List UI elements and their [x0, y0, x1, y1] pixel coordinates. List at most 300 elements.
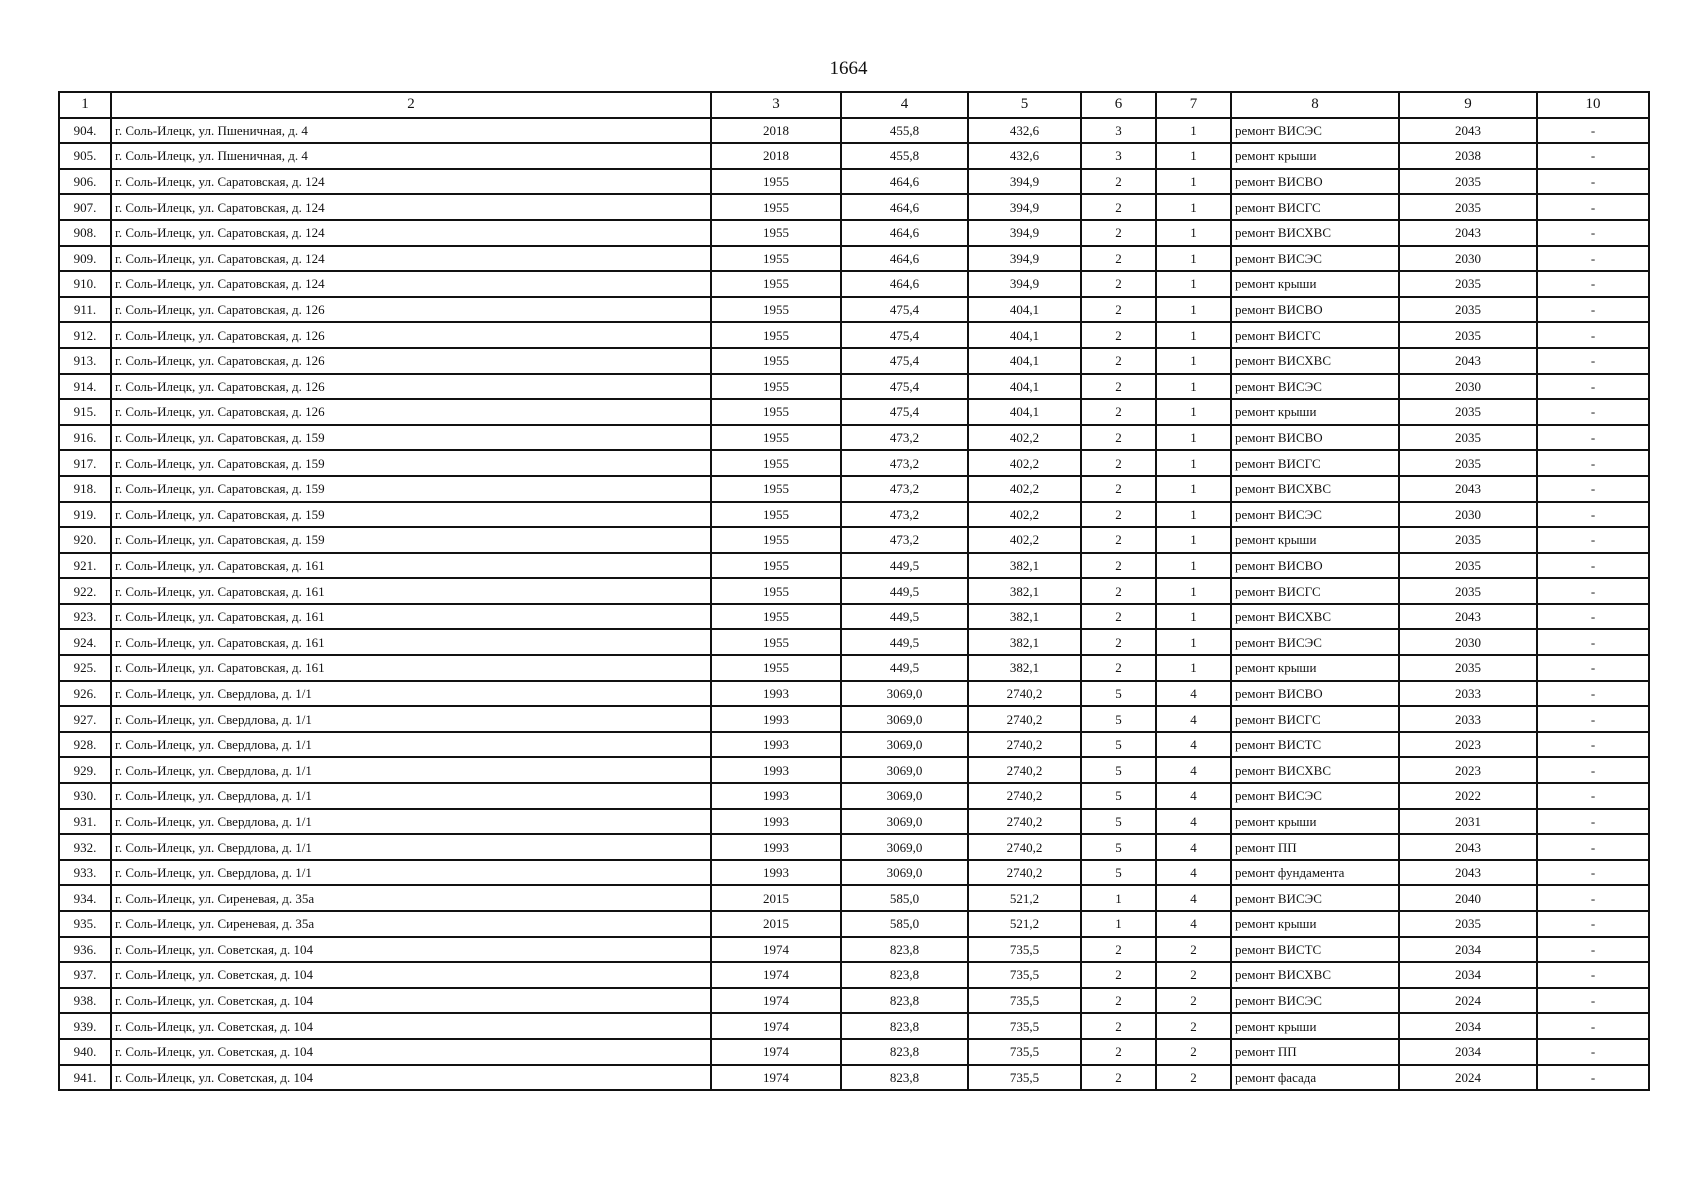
repair-type-cell: ремонт ВИСХВС	[1231, 348, 1399, 374]
total-area-cell: 823,8	[841, 1013, 968, 1039]
total-area-cell: 464,6	[841, 246, 968, 272]
total-area-cell: 455,8	[841, 143, 968, 169]
repair-type-cell: ремонт крыши	[1231, 399, 1399, 425]
note-cell: -	[1537, 348, 1649, 374]
living-area-cell: 521,2	[968, 885, 1081, 911]
floors-cell: 5	[1081, 860, 1156, 886]
column-header-10: 10	[1537, 92, 1649, 118]
address-cell: г. Соль-Илецк, ул. Советская, д. 104	[111, 1039, 711, 1065]
entrances-cell: 4	[1156, 732, 1231, 758]
repair-type-cell: ремонт ВИСЭС	[1231, 502, 1399, 528]
living-area-cell: 2740,2	[968, 834, 1081, 860]
build-year-cell: 1955	[711, 553, 841, 579]
planned-year-cell: 2043	[1399, 118, 1537, 144]
note-cell: -	[1537, 578, 1649, 604]
total-area-cell: 473,2	[841, 450, 968, 476]
total-area-cell: 449,5	[841, 553, 968, 579]
address-cell: г. Соль-Илецк, ул. Пшеничная, д. 4	[111, 143, 711, 169]
living-area-cell: 404,1	[968, 399, 1081, 425]
note-cell: -	[1537, 527, 1649, 553]
build-year-cell: 1974	[711, 1065, 841, 1091]
table-row	[59, 220, 1649, 246]
address-cell: г. Соль-Илецк, ул. Свердлова, д. 1/1	[111, 860, 711, 886]
floors-cell: 2	[1081, 271, 1156, 297]
note-cell: -	[1537, 885, 1649, 911]
row-number-cell: 911.	[59, 297, 111, 323]
table-row	[59, 911, 1649, 937]
address-cell: г. Соль-Илецк, ул. Сиреневая, д. 35а	[111, 885, 711, 911]
address-cell: г. Соль-Илецк, ул. Советская, д. 104	[111, 937, 711, 963]
column-header-5: 5	[968, 92, 1081, 118]
note-cell: -	[1537, 706, 1649, 732]
note-cell: -	[1537, 988, 1649, 1014]
row-number-cell: 915.	[59, 399, 111, 425]
build-year-cell: 1955	[711, 348, 841, 374]
address-cell: г. Соль-Илецк, ул. Советская, д. 104	[111, 962, 711, 988]
living-area-cell: 404,1	[968, 374, 1081, 400]
floors-cell: 2	[1081, 502, 1156, 528]
floors-cell: 5	[1081, 706, 1156, 732]
table-row	[59, 1039, 1649, 1065]
note-cell: -	[1537, 834, 1649, 860]
total-area-cell: 473,2	[841, 527, 968, 553]
note-cell: -	[1537, 962, 1649, 988]
table-row	[59, 271, 1649, 297]
floors-cell: 5	[1081, 834, 1156, 860]
table-header	[59, 92, 1649, 118]
address-cell: г. Соль-Илецк, ул. Саратовская, д. 159	[111, 450, 711, 476]
total-area-cell: 473,2	[841, 502, 968, 528]
floors-cell: 2	[1081, 169, 1156, 195]
row-number-cell: 930.	[59, 783, 111, 809]
row-number-cell: 927.	[59, 706, 111, 732]
build-year-cell: 2015	[711, 911, 841, 937]
planned-year-cell: 2035	[1399, 425, 1537, 451]
planned-year-cell: 2035	[1399, 297, 1537, 323]
total-area-cell: 3069,0	[841, 860, 968, 886]
entrances-cell: 4	[1156, 757, 1231, 783]
row-number-cell: 917.	[59, 450, 111, 476]
living-area-cell: 382,1	[968, 629, 1081, 655]
repair-type-cell: ремонт ВИСГС	[1231, 194, 1399, 220]
repair-type-cell: ремонт крыши	[1231, 911, 1399, 937]
build-year-cell: 1974	[711, 988, 841, 1014]
page-number: 1664	[829, 58, 868, 79]
build-year-cell: 1955	[711, 374, 841, 400]
address-cell: г. Соль-Илецк, ул. Саратовская, д. 124	[111, 169, 711, 195]
repair-type-cell: ремонт ВИСЭС	[1231, 246, 1399, 272]
address-cell: г. Соль-Илецк, ул. Саратовская, д. 124	[111, 220, 711, 246]
repair-type-cell: ремонт крыши	[1231, 1013, 1399, 1039]
address-cell: г. Соль-Илецк, ул. Саратовская, д. 161	[111, 578, 711, 604]
build-year-cell: 1993	[711, 681, 841, 707]
planned-year-cell: 2035	[1399, 553, 1537, 579]
total-area-cell: 449,5	[841, 655, 968, 681]
table-row	[59, 732, 1649, 758]
entrances-cell: 1	[1156, 118, 1231, 144]
build-year-cell: 1974	[711, 1039, 841, 1065]
total-area-cell: 585,0	[841, 911, 968, 937]
planned-year-cell: 2043	[1399, 220, 1537, 246]
build-year-cell: 2018	[711, 143, 841, 169]
total-area-cell: 449,5	[841, 604, 968, 630]
floors-cell: 2	[1081, 246, 1156, 272]
column-header-1: 1	[59, 92, 111, 118]
floors-cell: 3	[1081, 143, 1156, 169]
floors-cell: 2	[1081, 220, 1156, 246]
row-number-cell: 933.	[59, 860, 111, 886]
living-area-cell: 402,2	[968, 527, 1081, 553]
floors-cell: 2	[1081, 374, 1156, 400]
build-year-cell: 1955	[711, 450, 841, 476]
living-area-cell: 735,5	[968, 937, 1081, 963]
table-row	[59, 246, 1649, 272]
living-area-cell: 404,1	[968, 322, 1081, 348]
living-area-cell: 402,2	[968, 450, 1081, 476]
note-cell: -	[1537, 322, 1649, 348]
row-number-cell: 929.	[59, 757, 111, 783]
row-number-cell: 910.	[59, 271, 111, 297]
table-row	[59, 476, 1649, 502]
note-cell: -	[1537, 681, 1649, 707]
build-year-cell: 1974	[711, 1013, 841, 1039]
build-year-cell: 1955	[711, 527, 841, 553]
address-cell: г. Соль-Илецк, ул. Саратовская, д. 159	[111, 502, 711, 528]
build-year-cell: 1993	[711, 732, 841, 758]
living-area-cell: 735,5	[968, 1065, 1081, 1091]
entrances-cell: 1	[1156, 604, 1231, 630]
address-cell: г. Соль-Илецк, ул. Саратовская, д. 159	[111, 527, 711, 553]
living-area-cell: 735,5	[968, 1013, 1081, 1039]
living-area-cell: 382,1	[968, 655, 1081, 681]
total-area-cell: 464,6	[841, 169, 968, 195]
note-cell: -	[1537, 169, 1649, 195]
row-number-cell: 916.	[59, 425, 111, 451]
table-row	[59, 1013, 1649, 1039]
entrances-cell: 1	[1156, 246, 1231, 272]
build-year-cell: 1993	[711, 706, 841, 732]
planned-year-cell: 2034	[1399, 1039, 1537, 1065]
note-cell: -	[1537, 246, 1649, 272]
table-row	[59, 885, 1649, 911]
note-cell: -	[1537, 911, 1649, 937]
living-area-cell: 2740,2	[968, 706, 1081, 732]
address-cell: г. Соль-Илецк, ул. Саратовская, д. 126	[111, 348, 711, 374]
address-cell: г. Соль-Илецк, ул. Пшеничная, д. 4	[111, 118, 711, 144]
floors-cell: 2	[1081, 194, 1156, 220]
living-area-cell: 2740,2	[968, 783, 1081, 809]
entrances-cell: 1	[1156, 629, 1231, 655]
repair-type-cell: ремонт ВИСГС	[1231, 578, 1399, 604]
entrances-cell: 1	[1156, 399, 1231, 425]
build-year-cell: 1955	[711, 169, 841, 195]
row-number-cell: 923.	[59, 604, 111, 630]
note-cell: -	[1537, 502, 1649, 528]
total-area-cell: 823,8	[841, 988, 968, 1014]
column-header-8: 8	[1231, 92, 1399, 118]
living-area-cell: 402,2	[968, 425, 1081, 451]
build-year-cell: 1993	[711, 809, 841, 835]
living-area-cell: 382,1	[968, 578, 1081, 604]
row-number-cell: 941.	[59, 1065, 111, 1091]
total-area-cell: 3069,0	[841, 681, 968, 707]
repair-type-cell: ремонт ВИСЭС	[1231, 885, 1399, 911]
total-area-cell: 475,4	[841, 297, 968, 323]
living-area-cell: 394,9	[968, 194, 1081, 220]
total-area-cell: 823,8	[841, 937, 968, 963]
entrances-cell: 2	[1156, 1065, 1231, 1091]
row-number-cell: 914.	[59, 374, 111, 400]
planned-year-cell: 2030	[1399, 629, 1537, 655]
address-cell: г. Соль-Илецк, ул. Саратовская, д. 126	[111, 297, 711, 323]
note-cell: -	[1537, 1013, 1649, 1039]
living-area-cell: 2740,2	[968, 732, 1081, 758]
address-cell: г. Соль-Илецк, ул. Саратовская, д. 126	[111, 322, 711, 348]
entrances-cell: 4	[1156, 911, 1231, 937]
note-cell: -	[1537, 655, 1649, 681]
floors-cell: 2	[1081, 322, 1156, 348]
table-row	[59, 629, 1649, 655]
row-number-cell: 934.	[59, 885, 111, 911]
repair-type-cell: ремонт крыши	[1231, 655, 1399, 681]
floors-cell: 3	[1081, 118, 1156, 144]
planned-year-cell: 2023	[1399, 757, 1537, 783]
living-area-cell: 735,5	[968, 1039, 1081, 1065]
row-number-cell: 924.	[59, 629, 111, 655]
entrances-cell: 4	[1156, 860, 1231, 886]
build-year-cell: 1955	[711, 655, 841, 681]
repair-type-cell: ремонт крыши	[1231, 143, 1399, 169]
table-row	[59, 118, 1649, 144]
table-row	[59, 809, 1649, 835]
floors-cell: 5	[1081, 783, 1156, 809]
address-cell: г. Соль-Илецк, ул. Саратовская, д. 159	[111, 476, 711, 502]
table-row	[59, 988, 1649, 1014]
address-cell: г. Соль-Илецк, ул. Свердлова, д. 1/1	[111, 706, 711, 732]
address-cell: г. Соль-Илецк, ул. Саратовская, д. 124	[111, 246, 711, 272]
repair-type-cell: ремонт ВИСВО	[1231, 553, 1399, 579]
note-cell: -	[1537, 629, 1649, 655]
address-cell: г. Соль-Илецк, ул. Советская, д. 104	[111, 988, 711, 1014]
column-header-4: 4	[841, 92, 968, 118]
entrances-cell: 1	[1156, 476, 1231, 502]
build-year-cell: 1955	[711, 399, 841, 425]
table-row	[59, 348, 1649, 374]
note-cell: -	[1537, 194, 1649, 220]
note-cell: -	[1537, 118, 1649, 144]
planned-year-cell: 2030	[1399, 502, 1537, 528]
floors-cell: 2	[1081, 399, 1156, 425]
build-year-cell: 2015	[711, 885, 841, 911]
floors-cell: 5	[1081, 757, 1156, 783]
entrances-cell: 4	[1156, 706, 1231, 732]
total-area-cell: 473,2	[841, 425, 968, 451]
note-cell: -	[1537, 783, 1649, 809]
address-cell: г. Соль-Илецк, ул. Саратовская, д. 126	[111, 374, 711, 400]
repair-type-cell: ремонт ВИСЭС	[1231, 783, 1399, 809]
entrances-cell: 1	[1156, 450, 1231, 476]
repair-type-cell: ремонт фундамента	[1231, 860, 1399, 886]
row-number-cell: 936.	[59, 937, 111, 963]
note-cell: -	[1537, 937, 1649, 963]
table-row	[59, 578, 1649, 604]
note-cell: -	[1537, 220, 1649, 246]
address-cell: г. Соль-Илецк, ул. Саратовская, д. 161	[111, 629, 711, 655]
address-cell: г. Соль-Илецк, ул. Советская, д. 104	[111, 1065, 711, 1091]
planned-year-cell: 2034	[1399, 1013, 1537, 1039]
build-year-cell: 1993	[711, 757, 841, 783]
entrances-cell: 1	[1156, 502, 1231, 528]
planned-year-cell: 2024	[1399, 988, 1537, 1014]
planned-year-cell: 2035	[1399, 578, 1537, 604]
floors-cell: 2	[1081, 348, 1156, 374]
note-cell: -	[1537, 297, 1649, 323]
total-area-cell: 475,4	[841, 399, 968, 425]
row-number-cell: 937.	[59, 962, 111, 988]
table-row	[59, 962, 1649, 988]
table-body	[59, 118, 1649, 1091]
living-area-cell: 382,1	[968, 604, 1081, 630]
column-header-7: 7	[1156, 92, 1231, 118]
floors-cell: 1	[1081, 885, 1156, 911]
total-area-cell: 3069,0	[841, 732, 968, 758]
planned-year-cell: 2035	[1399, 169, 1537, 195]
entrances-cell: 4	[1156, 681, 1231, 707]
note-cell: -	[1537, 374, 1649, 400]
entrances-cell: 2	[1156, 1039, 1231, 1065]
row-number-cell: 913.	[59, 348, 111, 374]
table-row	[59, 604, 1649, 630]
total-area-cell: 464,6	[841, 271, 968, 297]
build-year-cell: 1955	[711, 322, 841, 348]
address-cell: г. Соль-Илецк, ул. Саратовская, д. 161	[111, 655, 711, 681]
build-year-cell: 1993	[711, 834, 841, 860]
build-year-cell: 1974	[711, 937, 841, 963]
floors-cell: 2	[1081, 604, 1156, 630]
entrances-cell: 4	[1156, 885, 1231, 911]
living-area-cell: 2740,2	[968, 681, 1081, 707]
living-area-cell: 394,9	[968, 271, 1081, 297]
total-area-cell: 475,4	[841, 322, 968, 348]
build-year-cell: 1955	[711, 246, 841, 272]
floors-cell: 5	[1081, 809, 1156, 835]
note-cell: -	[1537, 399, 1649, 425]
repair-type-cell: ремонт ВИСХВС	[1231, 604, 1399, 630]
total-area-cell: 449,5	[841, 629, 968, 655]
build-year-cell: 1955	[711, 194, 841, 220]
repair-type-cell: ремонт ВИСТС	[1231, 937, 1399, 963]
floors-cell: 2	[1081, 1039, 1156, 1065]
row-number-cell: 926.	[59, 681, 111, 707]
total-area-cell: 3069,0	[841, 809, 968, 835]
floors-cell: 2	[1081, 988, 1156, 1014]
note-cell: -	[1537, 1065, 1649, 1091]
total-area-cell: 464,6	[841, 220, 968, 246]
repair-type-cell: ремонт ВИСЭС	[1231, 374, 1399, 400]
repair-type-cell: ремонт фасада	[1231, 1065, 1399, 1091]
total-area-cell: 823,8	[841, 1039, 968, 1065]
note-cell: -	[1537, 553, 1649, 579]
repair-type-cell: ремонт ПП	[1231, 1039, 1399, 1065]
repair-type-cell: ремонт ВИСГС	[1231, 322, 1399, 348]
repair-type-cell: ремонт крыши	[1231, 527, 1399, 553]
repair-type-cell: ремонт ВИСГС	[1231, 450, 1399, 476]
build-year-cell: 1974	[711, 962, 841, 988]
row-number-cell: 928.	[59, 732, 111, 758]
entrances-cell: 1	[1156, 194, 1231, 220]
repair-type-cell: ремонт ВИСВО	[1231, 297, 1399, 323]
entrances-cell: 1	[1156, 220, 1231, 246]
planned-year-cell: 2043	[1399, 604, 1537, 630]
entrances-cell: 1	[1156, 578, 1231, 604]
table-row	[59, 322, 1649, 348]
note-cell: -	[1537, 143, 1649, 169]
row-number-cell: 925.	[59, 655, 111, 681]
planned-year-cell: 2035	[1399, 322, 1537, 348]
planned-year-cell: 2033	[1399, 681, 1537, 707]
note-cell: -	[1537, 1039, 1649, 1065]
row-number-cell: 906.	[59, 169, 111, 195]
floors-cell: 2	[1081, 527, 1156, 553]
table-row	[59, 194, 1649, 220]
repair-type-cell: ремонт ВИСТС	[1231, 732, 1399, 758]
build-year-cell: 1955	[711, 297, 841, 323]
entrances-cell: 2	[1156, 937, 1231, 963]
entrances-cell: 4	[1156, 783, 1231, 809]
build-year-cell: 1955	[711, 425, 841, 451]
total-area-cell: 3069,0	[841, 757, 968, 783]
table-row	[59, 655, 1649, 681]
total-area-cell: 3069,0	[841, 706, 968, 732]
row-number-cell: 935.	[59, 911, 111, 937]
total-area-cell: 475,4	[841, 348, 968, 374]
table-row	[59, 783, 1649, 809]
floors-cell: 5	[1081, 681, 1156, 707]
build-year-cell: 1955	[711, 271, 841, 297]
repair-type-cell: ремонт ПП	[1231, 834, 1399, 860]
address-cell: г. Соль-Илецк, ул. Саратовская, д. 161	[111, 553, 711, 579]
row-number-cell: 932.	[59, 834, 111, 860]
row-number-cell: 912.	[59, 322, 111, 348]
build-year-cell: 1955	[711, 604, 841, 630]
floors-cell: 2	[1081, 450, 1156, 476]
table-row	[59, 553, 1649, 579]
floors-cell: 2	[1081, 578, 1156, 604]
entrances-cell: 1	[1156, 169, 1231, 195]
address-cell: г. Соль-Илецк, ул. Саратовская, д. 124	[111, 271, 711, 297]
planned-year-cell: 2024	[1399, 1065, 1537, 1091]
floors-cell: 2	[1081, 425, 1156, 451]
total-area-cell: 475,4	[841, 374, 968, 400]
total-area-cell: 455,8	[841, 118, 968, 144]
note-cell: -	[1537, 271, 1649, 297]
address-cell: г. Соль-Илецк, ул. Свердлова, д. 1/1	[111, 783, 711, 809]
note-cell: -	[1537, 604, 1649, 630]
total-area-cell: 823,8	[841, 962, 968, 988]
address-cell: г. Соль-Илецк, ул. Саратовская, д. 124	[111, 194, 711, 220]
floors-cell: 2	[1081, 1065, 1156, 1091]
table-row	[59, 937, 1649, 963]
address-cell: г. Соль-Илецк, ул. Сиреневая, д. 35а	[111, 911, 711, 937]
column-header-6: 6	[1081, 92, 1156, 118]
living-area-cell: 735,5	[968, 988, 1081, 1014]
planned-year-cell: 2043	[1399, 476, 1537, 502]
living-area-cell: 432,6	[968, 143, 1081, 169]
planned-year-cell: 2033	[1399, 706, 1537, 732]
repair-type-cell: ремонт ВИСХВС	[1231, 220, 1399, 246]
table-row	[59, 374, 1649, 400]
floors-cell: 2	[1081, 655, 1156, 681]
